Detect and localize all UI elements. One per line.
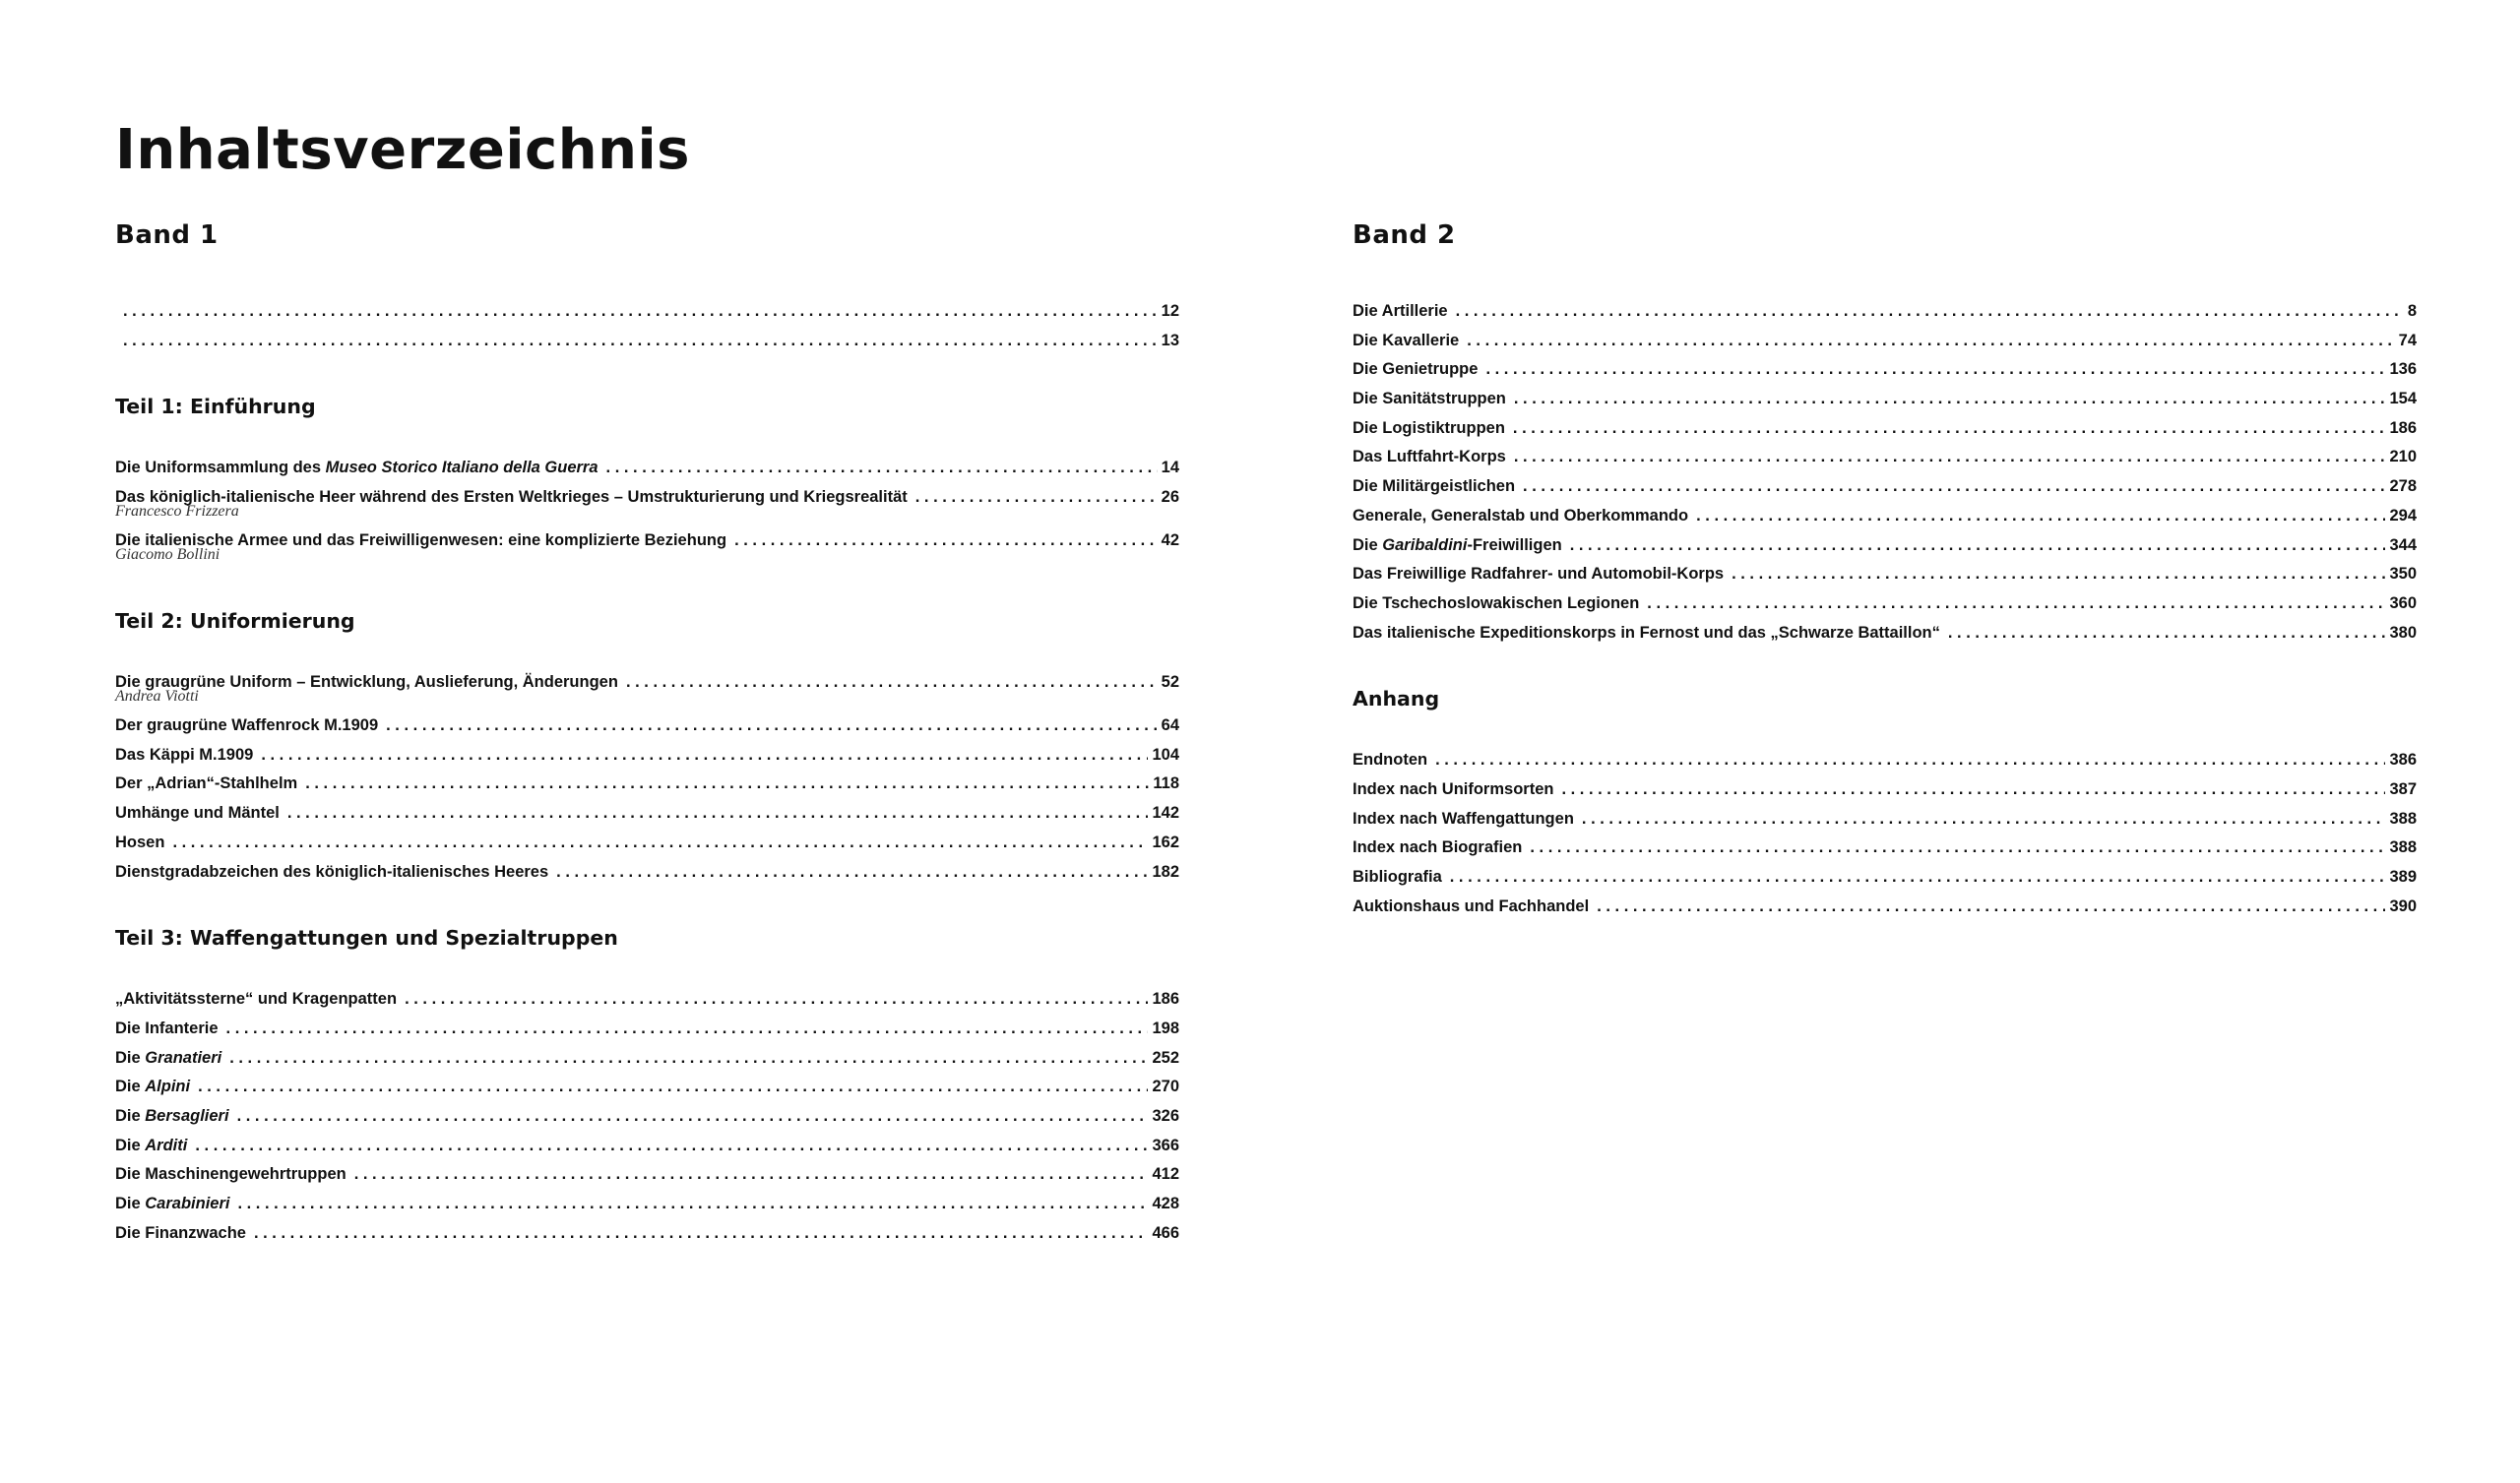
toc-entry-title-italic: Carabinieri [145, 1195, 230, 1212]
toc-entry-title [115, 1015, 219, 1044]
toc-entry-title [115, 799, 280, 829]
toc-entry [1353, 327, 2417, 356]
toc-entry-title-text: Die graugrüne Uniform – Entwicklung, Auslieferung, Änderungen [115, 673, 618, 692]
toc-entry-title [115, 770, 297, 799]
toc-entry-page: 344 [2389, 535, 2417, 554]
toc-entry [1353, 385, 2417, 414]
toc-entry-page: 466 [1152, 1223, 1179, 1242]
toc-entry [1353, 443, 2417, 472]
toc-entry [115, 483, 1179, 526]
dot-leader [195, 1132, 1148, 1161]
toc-entry-page: 326 [1152, 1106, 1179, 1125]
dot-leader [123, 297, 1158, 327]
teil-1-heading: Teil 1: Einführung [115, 395, 316, 419]
toc-entry [115, 668, 1179, 711]
toc-entry-title-text: Die [1353, 535, 1383, 554]
toc-entry-page: 162 [1152, 833, 1179, 851]
toc-entry-title-text: Der graugrüne Waffenrock M.1909 [115, 716, 379, 735]
toc-entry-title [115, 454, 598, 483]
toc-entry-title-text: Die [115, 1078, 146, 1096]
dot-leader [226, 1015, 1149, 1044]
dot-leader [1514, 385, 2386, 414]
teil-2-heading: Teil 2: Uniformierung [115, 609, 355, 634]
dot-leader [1530, 834, 2385, 863]
toc-entry-page: 252 [1152, 1048, 1179, 1067]
band-1-column [115, 215, 1179, 1248]
toc-entry-title-italic: Granatieri [145, 1048, 222, 1067]
toc-entry-page: 428 [1152, 1195, 1179, 1212]
toc-entry-title [115, 1132, 187, 1161]
toc-entry-page: 387 [2389, 779, 2417, 798]
toc-entry-page: 64 [1161, 716, 1179, 735]
toc-entry-title-text: Das königlich-italienische Heer während des Ersten Weltkrieges – Umstrukturierung und Kriegsrealität [115, 488, 908, 507]
toc-entry-title [1353, 560, 1724, 589]
toc-entry-page: 412 [1152, 1165, 1179, 1184]
anhang-heading: Anhang [1353, 687, 1440, 711]
toc-entry-title-text: Die Tschechoslowakischen Legionen [1353, 593, 1640, 612]
dot-leader [261, 741, 1148, 771]
toc-entry [115, 711, 1179, 741]
toc-entry-title-italic: Arditi [145, 1136, 188, 1154]
band-1-intro-list [115, 297, 1179, 355]
toc-entry-page: 360 [2389, 593, 2417, 612]
toc-entry-title [1353, 863, 1442, 893]
toc-entry-page: 104 [1152, 745, 1179, 764]
dot-leader [254, 1219, 1149, 1249]
toc-entry-title [115, 985, 397, 1015]
toc-entry [115, 454, 1179, 483]
toc-entry-page: 278 [2389, 477, 2417, 496]
toc-entry-title-text: Die Maschinengewehrtruppen [115, 1165, 346, 1184]
toc-entry-page: 14 [1161, 459, 1179, 477]
toc-entry-title-text: Generale, Generalstab und Oberkommando [1353, 506, 1689, 525]
dot-leader [1732, 560, 2385, 589]
toc-entry-title [1353, 472, 1515, 502]
toc-entry-title [1353, 746, 1427, 775]
toc-entry-title [115, 1190, 229, 1219]
teil-1-list [115, 454, 1179, 570]
dot-leader [386, 711, 1158, 741]
dot-leader [354, 1160, 1149, 1190]
toc-entry [1353, 531, 2417, 561]
toc-entry-page: 270 [1152, 1078, 1179, 1096]
toc-entry-title-text: Index nach Biografien [1353, 838, 1523, 857]
toc-entry-title-text: Das Freiwillige Radfahrer- und Automobil-Korps [1353, 565, 1725, 584]
toc-entry [115, 526, 1179, 570]
toc-entry [1353, 560, 2417, 589]
toc-entry-title [115, 858, 548, 888]
toc-entry-page: 154 [2389, 390, 2417, 408]
toc-entry-title [115, 829, 164, 858]
toc-entry [1353, 355, 2417, 385]
toc-entry [115, 1190, 1179, 1219]
toc-entry-title-text: Der „Adrian“-Stahlhelm [115, 774, 298, 793]
toc-entry [1353, 805, 2417, 834]
toc-entry-page: 182 [1152, 862, 1179, 881]
dot-leader [405, 985, 1148, 1015]
toc-entry-title [1353, 531, 1562, 561]
toc-entry-title-text: -Freiwilligen [1467, 535, 1562, 554]
toc-entry [115, 741, 1179, 771]
toc-entry-page: 386 [2389, 751, 2417, 770]
dot-leader [123, 327, 1158, 356]
toc-entry-title-text: Index nach Waffengattungen [1353, 809, 1574, 828]
toc-entry-title [1353, 414, 1505, 444]
toc-entry [115, 1073, 1179, 1102]
toc-entry-title-italic: Bersaglieri [145, 1106, 229, 1125]
dot-leader [1696, 502, 2385, 531]
toc-entry-title-text: Die [115, 1195, 146, 1212]
dot-leader [556, 858, 1148, 888]
dot-leader [1450, 863, 2386, 893]
toc-entry-page: 74 [2398, 331, 2417, 349]
toc-entry-page: 118 [1153, 774, 1179, 793]
toc-entry-page: 26 [1161, 488, 1179, 507]
toc-entry-title [1353, 443, 1506, 472]
dot-leader [1570, 531, 2386, 561]
dot-leader [287, 799, 1149, 829]
toc-entry-title-text: Die Uniformsammlung des [115, 459, 326, 477]
toc-entry [115, 1160, 1179, 1190]
dot-leader [1514, 443, 2386, 472]
toc-entry-title [1353, 327, 1459, 356]
toc-entry-title [115, 1102, 229, 1132]
toc-entry-title-text: Hosen [115, 833, 165, 851]
toc-entry [1353, 414, 2417, 444]
dot-leader [1467, 327, 2394, 356]
toc-entry [115, 858, 1179, 888]
toc-entry-page: 350 [2389, 565, 2417, 584]
toc-entry-title-text: Die Finanzwache [115, 1223, 246, 1242]
toc-entry-title-text: Die [115, 1106, 146, 1125]
toc-entry-title [1353, 805, 1574, 834]
toc-entry [1353, 893, 2417, 922]
toc-entry-title-text: Das Luftfahrt-Korps [1353, 448, 1506, 466]
toc-entry-title-text: Das italienische Expeditionskorps in Fernost und das „Schwarze Battaillon“ [1353, 623, 1940, 642]
toc-entry-title-text: Umhänge und Mäntel [115, 804, 280, 823]
dot-leader [606, 454, 1158, 483]
toc-entry-title-text: Auktionshaus und Fachhandel [1353, 896, 1590, 915]
toc-entry-title-text: Das Käppi M.1909 [115, 745, 254, 764]
dot-leader [915, 483, 1158, 513]
toc-entry-title [1353, 619, 1940, 649]
toc-entry [1353, 502, 2417, 531]
toc-entry [115, 829, 1179, 858]
toc-entry-page: 186 [1152, 990, 1179, 1009]
dot-leader [1582, 805, 2386, 834]
toc-entry-page: 136 [2389, 360, 2417, 379]
toc-entry-page: 13 [1161, 331, 1179, 349]
toc-entry-title-italic: Museo Storico Italiano della Guerra [325, 459, 598, 477]
dot-leader [1513, 414, 2386, 444]
toc-entry-title [1353, 355, 1478, 385]
toc-entry-page: 42 [1161, 531, 1179, 550]
toc-entry-page: 198 [1152, 1019, 1179, 1037]
dot-leader [1597, 893, 2385, 922]
dot-leader [305, 770, 1149, 799]
toc-entry-page: 186 [2389, 418, 2417, 437]
toc-entry-page: 52 [1161, 673, 1179, 692]
toc-entry-title [1353, 385, 1506, 414]
toc-entry [115, 1044, 1179, 1074]
toc-entry-title [115, 1073, 190, 1102]
toc-entry-page: 142 [1152, 804, 1179, 823]
toc-entry-title-text: Die Kavallerie [1353, 331, 1460, 349]
dot-leader [1948, 619, 2386, 649]
toc-entry-title [1353, 297, 1448, 327]
toc-entry [115, 985, 1179, 1015]
dot-leader [1647, 589, 2385, 619]
toc-entry-title [1353, 589, 1639, 619]
dot-leader [1561, 775, 2385, 805]
toc-entry-title [115, 741, 253, 771]
teil-3-heading: Teil 3: Waffengattungen und Spezialtruppen [115, 926, 618, 951]
toc-entry-title-text: Die Militärgeistlichen [1353, 477, 1516, 496]
toc-entry-title [115, 1160, 346, 1190]
toc-entry-page: 380 [2389, 623, 2417, 642]
toc-entry-title-text: Die [115, 1048, 146, 1067]
toc-entry-title-text: Die Logistiktruppen [1353, 418, 1505, 437]
toc-entry [115, 1015, 1179, 1044]
band-2-column [1353, 215, 2417, 921]
toc-entry-author: Francesco Frizzera [115, 503, 239, 521]
toc-entry-title [1353, 775, 1553, 805]
toc-entry-title-text: Die Infanterie [115, 1019, 219, 1037]
toc-entry [1353, 863, 2417, 893]
toc-entry-page: 210 [2389, 448, 2417, 466]
teil-3-list [115, 985, 1179, 1248]
toc-entry [1353, 746, 2417, 775]
toc-entry-title [1353, 502, 1688, 531]
teil-2-list [115, 668, 1179, 887]
toc-entry [1353, 775, 2417, 805]
band-2-list [1353, 297, 2417, 648]
toc-entry [1353, 297, 2417, 327]
toc-entry-page: 388 [2389, 809, 2417, 828]
band-1-heading: Band 1 [115, 220, 219, 250]
toc-entry-page: 12 [1161, 302, 1179, 320]
toc-entry [115, 327, 1179, 356]
toc-entry-title-text: „Aktivitätssterne“ und Kragenpatten [115, 990, 398, 1009]
dot-leader [198, 1073, 1148, 1102]
toc-entry [1353, 589, 2417, 619]
toc-entry-title-text: Bibliografia [1353, 868, 1442, 886]
dot-leader [237, 1190, 1148, 1219]
toc-entry-title-text: Die italienische Armee und das Freiwilligenwesen: eine komplizierte Beziehung [115, 531, 727, 550]
toc-entry-author: Andrea Viotti [115, 688, 199, 706]
toc-entry [1353, 834, 2417, 863]
toc-entry-title-text: Endnoten [1353, 751, 1428, 770]
toc-entry [1353, 472, 2417, 502]
toc-entry-page: 8 [2407, 302, 2417, 320]
dot-leader [172, 829, 1148, 858]
dot-leader [734, 526, 1158, 556]
toc-entry-title [115, 1044, 221, 1074]
toc-entry-title [115, 1219, 246, 1249]
toc-entry-title-italic: Alpini [145, 1078, 191, 1096]
toc-entry-title [1353, 834, 1522, 863]
toc-entry-title-text: Die Artillerie [1353, 302, 1448, 320]
toc-entry-page: 389 [2389, 868, 2417, 886]
toc-entry-title-text: Dienstgradabzeichen des königlich-italienisches Heeres [115, 862, 549, 881]
dot-leader [237, 1102, 1149, 1132]
toc-entry [1353, 619, 2417, 649]
dot-leader [1435, 746, 2385, 775]
dot-leader [626, 668, 1158, 698]
dot-leader [1523, 472, 2385, 502]
toc-entry [115, 799, 1179, 829]
toc-entry-title-text: Die [115, 1136, 146, 1154]
toc-entry-page: 390 [2389, 896, 2417, 915]
toc-entry-title [1353, 893, 1589, 922]
toc-entry-page: 366 [1152, 1136, 1179, 1154]
toc-entry [115, 1132, 1179, 1161]
dot-leader [1485, 355, 2385, 385]
toc-entry-page: 294 [2389, 506, 2417, 525]
toc-entry-title-text: Die Genietruppe [1353, 360, 1479, 379]
toc-entry-title [115, 711, 378, 741]
toc-entry [115, 297, 1179, 327]
toc-entry-page: 388 [2389, 838, 2417, 857]
toc-entry [115, 770, 1179, 799]
toc-entry [115, 1219, 1179, 1249]
band-2-heading: Band 2 [1353, 220, 1456, 250]
page-title: Inhaltsverzeichnis [115, 118, 690, 182]
toc-entry-title-italic: Garibaldini [1382, 535, 1468, 554]
toc-entry [115, 1102, 1179, 1132]
toc-entry-author: Giacomo Bollini [115, 546, 220, 564]
dot-leader [1456, 297, 2404, 327]
toc-entry-title-text: Index nach Uniformsorten [1353, 779, 1554, 798]
dot-leader [229, 1044, 1148, 1074]
toc-entry-title-text: Die Sanitätstruppen [1353, 390, 1506, 408]
anhang-list [1353, 746, 2417, 921]
